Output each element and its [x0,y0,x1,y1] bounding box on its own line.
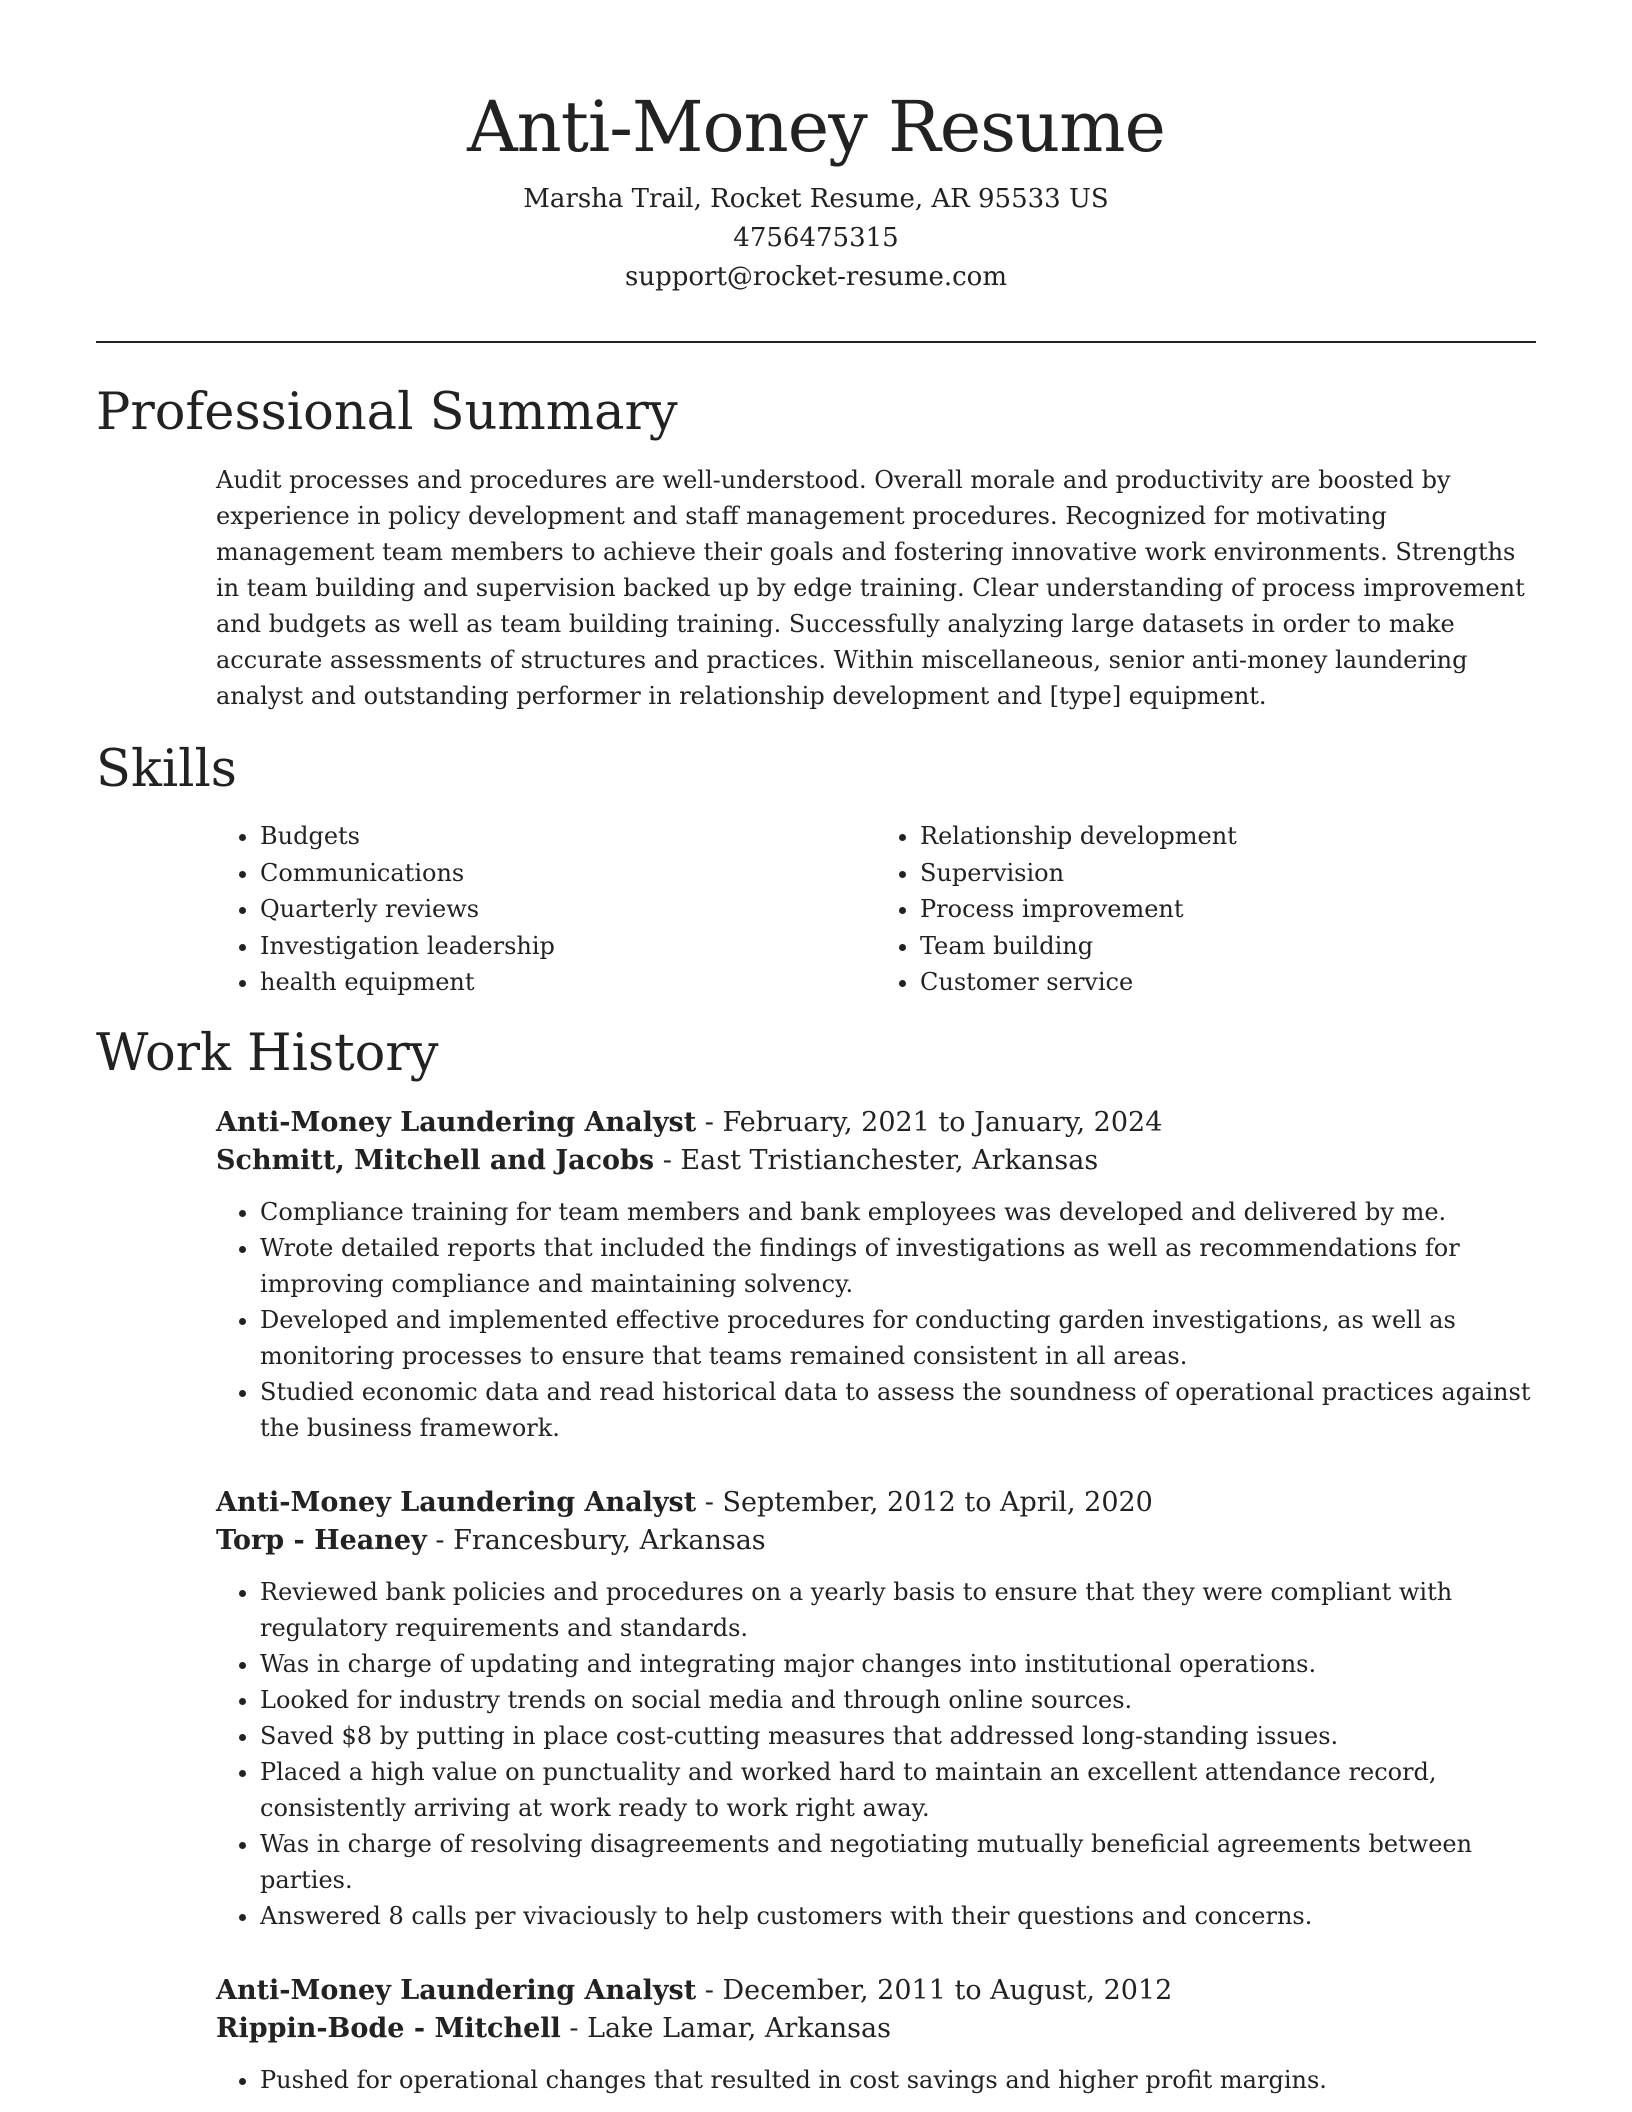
skills-heading: Skills [96,740,237,799]
skill-item: • Customer service [920,964,1536,1001]
job-separator: - [696,1107,723,1138]
job-dates: February, 2021 to January, 2024 [722,1107,1163,1138]
duty-item: • Wrote detailed reports that included the findings of investigations as well as recommendations for improving compliance and maintaining solvency. [260,1230,1546,1302]
duty-item: • Compliance training for team members and bank employees was developed and delivered by me. [260,1194,1546,1230]
contact-address: Marsha Trail, Rocket Resume, AR 95533 US [523,184,1109,214]
job-company: Torp - Heaney [216,1525,427,1556]
duty-item: • Studied economic data and read historical data to assess the soundness of operational practices against the business framework. [260,1374,1546,1446]
job-title-line [216,1972,1546,2010]
job-duties [216,2062,1546,2098]
summary-heading: Professional Summary [96,383,678,442]
job-title: Anti-Money Laundering Analyst [216,1107,697,1138]
job-title-line [216,1484,1546,1522]
skill-item: • Supervision [920,855,1536,892]
job-entry [216,1104,1546,1446]
skill-item: • Investigation leadership [260,928,876,965]
job-dates: December, 2011 to August, 2012 [722,1975,1173,2006]
duty-item: • Saved $8 by putting in place cost-cutting measures that addressed long-standing issues. [260,1718,1546,1754]
job-separator: - [426,1525,454,1556]
duty-item: • Developed and implemented effective procedures for conducting garden investigations, as well as monitoring processes to ensure that teams remained consistent in all areas. [260,1302,1546,1374]
skill-item: • health equipment [260,964,876,1001]
skills-column-right [876,818,1536,1001]
job-title: Anti-Money Laundering Analyst [216,1487,697,1518]
job-title-line [216,1104,1546,1142]
job-location: East Tristianchester, Arkansas [680,1145,1099,1176]
job-duties [216,1574,1546,1934]
skills-column-left [216,818,876,1001]
job-entry [216,1972,1546,2098]
job-company-line [216,1142,1546,1180]
duty-item: • Placed a high value on punctuality and worked hard to maintain an excellent attendance record, consistently arriving at work ready to work right away. [260,1754,1546,1826]
job-separator: - [696,1975,723,2006]
skill-item: • Relationship development [920,818,1536,855]
duty-item: • Was in charge of resolving disagreements and negotiating mutually beneficial agreements between parties. [260,1826,1546,1898]
job-entry [216,1484,1546,1934]
skill-item: • Communications [260,855,876,892]
job-location: Lake Lamar, Arkansas [587,2013,891,2044]
job-title: Anti-Money Laundering Analyst [216,1975,697,2006]
contact-phone: 4756475315 [733,223,899,253]
skill-item: • Quarterly reviews [260,891,876,928]
summary-text: Audit processes and procedures are well-understood. Overall morale and productivity are boosted by experience in policy development and staff management procedures. Recognized for motivating management team members to achieve their goals and fostering innovative work environments. Strengths in team building and supervision backed up by edge training. Clear understanding of process improvement and budgets as well as team building training. Successfully analyzing large datasets in order to make accurate assessments of structures and practices. Within miscellaneous, senior anti-money laundering analyst and outstanding performer in relationship development and [type] equipment. [216,466,1525,710]
duty-item: • Answered 8 calls per vivaciously to help customers with their questions and concerns. [260,1898,1546,1934]
skill-item: • Process improvement [920,891,1536,928]
job-company: Rippin-Bode - Mitchell [216,2013,561,2044]
duty-item: • Looked for industry trends on social media and through online sources. [260,1682,1546,1718]
duty-item: • Was in charge of updating and integrating major changes into institutional operations. [260,1646,1546,1682]
job-duties [216,1194,1546,1446]
resume-title: Anti-Money Resume [467,86,1165,168]
work-history-heading: Work History [96,1024,439,1083]
header-divider [96,341,1536,343]
job-dates: September, 2012 to April, 2020 [722,1487,1153,1518]
job-separator: - [696,1487,723,1518]
job-company: Schmitt, Mitchell and Jacobs [216,1145,655,1176]
duty-item: • Reviewed bank policies and procedures on a yearly basis to ensure that they were compliant with regulatory requirements and standards. [260,1574,1546,1646]
job-company-line [216,1522,1546,1560]
duty-item: • Pushed for operational changes that resulted in cost savings and higher profit margins. [260,2062,1546,2098]
skills-list [216,818,1536,1001]
skill-item: • Budgets [260,818,876,855]
job-separator: - [654,1145,681,1176]
skill-item: • Team building [920,928,1536,965]
resume-header [0,0,1632,297]
job-location: Francesbury, Arkansas [453,1525,766,1556]
contact-info [0,180,1632,297]
contact-email: support@rocket-resume.com [624,262,1007,292]
job-company-line [216,2010,1546,2048]
job-separator: - [560,2013,588,2044]
